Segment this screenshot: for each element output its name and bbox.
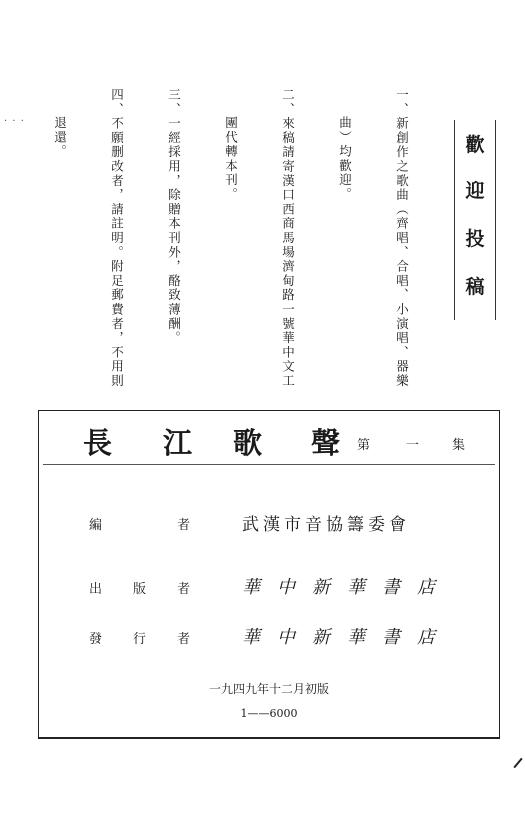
volume-char: 一 bbox=[406, 438, 420, 453]
editor-value: 武漢市音協籌委會 bbox=[242, 515, 410, 535]
publisher-label-char: 者 bbox=[177, 582, 191, 597]
notice-title-char: 迎 bbox=[465, 180, 485, 202]
volume-char: 集 bbox=[452, 438, 466, 453]
notice-item-2-line-1: 二、來稿請寄漢口西商馬場濟甸路一號華中文工 bbox=[280, 88, 296, 389]
notice-title-char: 稿 bbox=[465, 276, 485, 298]
edition-date: 一九四九年十二月初版 bbox=[208, 682, 329, 696]
magazine-title-char: 歌 bbox=[233, 426, 263, 460]
publisher-label-char: 版 bbox=[133, 582, 147, 597]
notice-title-box bbox=[454, 120, 496, 320]
volume-char: 第 bbox=[357, 438, 371, 453]
notice-item-1-line-2: 曲）均歡迎。 bbox=[337, 116, 353, 202]
distributor-label-char: 者 bbox=[177, 632, 191, 647]
distributor-label-char: 發 bbox=[89, 632, 103, 647]
publisher-label-char: 出 bbox=[89, 582, 103, 597]
print-run: 1——6000 bbox=[240, 707, 298, 720]
editor-label-char: 者 bbox=[177, 518, 191, 533]
magazine-title-char: 聲 bbox=[311, 426, 341, 460]
notice-title-char: 歡 bbox=[465, 134, 485, 156]
notice-item-2-line-2: 團代轉本刊。 bbox=[223, 116, 239, 202]
page-corner-mark bbox=[513, 758, 522, 768]
notice-item-4-line-2: 退還。 bbox=[52, 116, 68, 159]
magazine-title-char: 江 bbox=[163, 426, 193, 460]
notice-title-char: 投 bbox=[465, 228, 485, 250]
magazine-title-char: 長 bbox=[83, 426, 113, 460]
notice-item-4-line-1: 四、不願删改者，請註明。附足郵費者，不用則 bbox=[109, 88, 125, 389]
notice-item-1-line-1: 一、新創作之歌曲（齊唱、合唱、小演唱、器樂 bbox=[394, 88, 410, 389]
margin-dots: · · · bbox=[4, 116, 25, 127]
editor-label-char: 編 bbox=[89, 518, 103, 533]
distributor-label-char: 行 bbox=[133, 632, 147, 647]
notice-item-3: 三、一經採用，除贈本刊外，酪致薄酬。 bbox=[166, 88, 182, 346]
distributor-value: 華中新華書店 bbox=[242, 627, 452, 648]
panel-divider bbox=[43, 464, 495, 465]
publisher-value: 華中新華書店 bbox=[242, 577, 452, 598]
colophon-panel bbox=[38, 410, 500, 739]
